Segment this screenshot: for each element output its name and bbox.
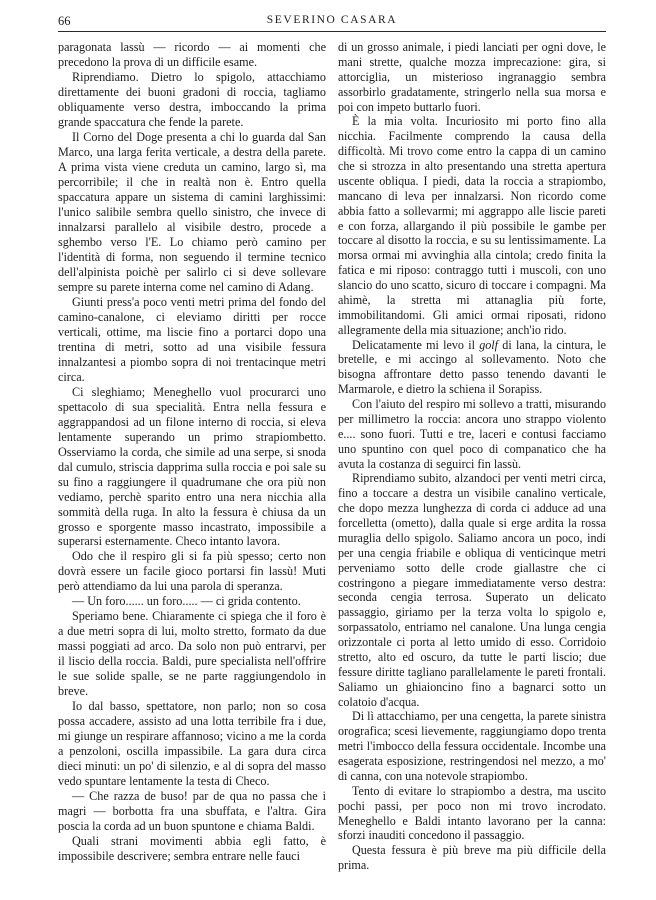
paragraph: Quali strani movimenti abbia egli fatto, è impossibile descrivere; sembra entrare nelle fauci [58, 834, 326, 864]
paragraph: Io dal basso, spettatore, non parlo; non so cosa possa accadere, assisto ad una lotta terribile fra i due, mi giunge un respirare affannoso; vicino a me la corda a penzoloni, oscilla impassibile. La gara dura circa dieci minuti: un po' di silenzio, e al di sopra del masso vedo spuntare lentamente la testa di Checo. [58, 699, 326, 789]
paragraph: — Che razza de buso! par de qua no passa che i magri — borbotta fra una sbuffata, e l'altra. Gira poscia la corda ad un buon spuntone e chiama Baldi. [58, 789, 326, 834]
paragraph: Il Corno del Doge presenta a chi lo guarda dal San Marco, una larga ferita verticale, a destra della parete. A prima vista viene creduta un camino, largo sì, ma percorribile; il che in realtà non è. Entro quella spaccatura appare un sistema di camini larghissimi: l'unico salibile sembra quello sinistro, che invece di innalzarsi parallelo al visibile destro, procede a sghembo verso l'E. Lo chiamo però camino per l'identità di forma, non seguendo il termine tecnico dell'alpinista poichè per salirlo ci si deve sollevare sempre su parete interna come nel camino di Adang. [58, 129, 326, 294]
paragraph: Con l'aiuto del respiro mi sollevo a tratti, misurando per millimetro la roccia: ancora uno strappo violento e.... sono fuori. Tutti e tre, laceri e contusi facciamo uno spuntino con quel poco di companatico che ha avuta la costanza di seguirci fin lassù. [338, 397, 606, 471]
paragraph: — Un foro...... un foro..... — ci grida contento. [72, 594, 301, 609]
paragraph: Questa fessura è più breve ma più difficile della prima. [338, 843, 606, 873]
paragraph: paragonata lassù — ricordo — ai momenti che precedono la prova di un difficile esame. [58, 40, 326, 69]
right-text-column [338, 40, 606, 873]
paragraph: Speriamo bene. Chiaramente ci spiega che il foro è a due metri sopra di lui, molto stretto, formato da due massi poggiati ad arco. Da solo non può entrarvi, per il liscio della roccia. Baldi, pure specialista nell'offrire le sue solide spalle, se ne parte raggiungendolo in breve. [58, 609, 326, 699]
paragraph: Odo che il respiro gli si fa più spesso; certo non dovrà essere un facile gioco portarsi fin lassù! Muti però attendiamo da lui una parola di speranza. [58, 549, 326, 594]
paragraph-text: Delicatamente mi levo il [352, 337, 480, 352]
paragraph: Riprendiamo subito, alzandoci per venti metri circa, fino a toccare a destra un visibile canalino verticale, che dopo mezza lunghezza di corda ci adduce ad una forcelletta (ometto), dalla quale si erge ardita la rossa muraglia dello spigolo. Saliamo ancora un poco, indi per una cengia friabile e obliqua di venticinque metri perveniamo sotto delle crode giallastre che ci costringono a piegare immediatamente verso destra: seconda cengia terrosa. Superato un delicato passaggio, giriamo per la terza volta lo spigolo e, sorpassatolo, entriamo nel canalone. Una lunga cengia orizzontale ci porta al letto umido di esso. Corridoio stretto, alto ed oscuro, da tutte le parti liscio; due fessure diritte tagliano parallelamente le pareti frontali. Saliamo un ghiaioncino fino a bagnarci sotto un colatoio d'acqua. [338, 471, 606, 709]
paragraph: Giunti press'a poco venti metri prima del fondo del camino-canalone, ci eleviamo diritti per rocce verticali, ottime, ma liscie fino a portarci dopo una trentina di metri, sotto ad una visibile fessura innalzantesi a piombo sopra di noi trentacinque metri circa. [58, 294, 326, 384]
paragraph: È la mia volta. Incuriosito mi porto fino alla nicchia. Facilmente comprendo la causa della difficoltà. Mi trovo come entro la cappa di un camino che si strozza in alto presentando una stretta apertura uscente obliqua. I piedi, data la roccia a strapiombo, mancano di leva per innalzarsi. Non ricordo come abbia fatto a sollevarmi; mi aggrappo alle liscie pareti e con forza, allargando il più possibile le gambe per toccare al disotto la roccia, e su su lentissimamente. La morsa ormai mi avvinghia alla cintola; credo finita la fatica e mi riposo: contraggo tutti i muscoli, con uno slancio do uno scatto, sicuro di toccare i compagni. Ma ahimè, la stretta mi attanaglia più forte, immobilitandomi. Gli amici ormai riposati, ridono allegramente della mia situazione; anch'io rido. [338, 114, 606, 337]
paragraph [338, 338, 606, 398]
paragraph: Tento di evitare lo strapiombo a destra, ma uscito pochi passi, per poco non mi trovo incrodato. Meneghello e Baldi intanto lavorano per la canna: sforzi inauditi concedono il passaggio. [338, 783, 606, 843]
paragraph: di un grosso animale, i piedi lanciati per ogni dove, le mani strette, qualche mozza imprecazione: gira, si attorciglia, un misterioso ingranaggio sembra assorbirlo gradatamente, stringerlo nella sua morsa e poi con impeto buttarlo fuori. [338, 40, 606, 114]
running-title: SEVERINO CASARA [266, 14, 398, 26]
left-text-column [58, 40, 326, 864]
paragraph: Ci sleghiamo; Meneghello vuol procurarci uno spettacolo di sua specialità. Entra nella fessura e aggrappandosi ad un filone interno di roccia, si eleva lentamente superando un primo strapiombetto. Osserviamo la corda, che simile ad una serpe, si snoda dal cumulo, striscia dapprima sulla roccia e poi sale su su fino a raggiungere il quadrumane che ora più non vediamo, perchè sparito entro una nera nicchia alla sommità della ruga. In alto la fessura è chiusa da un grosso e sporgente masso incastrato, impossibile a superarsi esternamente. Checo intanto lavora. [58, 384, 326, 549]
paragraph: Riprendiamo. Dietro lo spigolo, attacchiamo direttamente dei buoni gradoni di roccia, tagliamo obliquamente verso destra, imboccando la prima grande spaccatura che fende la parete. [58, 69, 326, 129]
italic-word: golf [479, 337, 499, 352]
header-rule [58, 31, 606, 32]
paragraph: Di lì attacchiamo, per una cengetta, la parete sinistra orografica; scesi lievemente, raggiungiamo dopo trenta metri l'imbocco della fessura occidentale. Incombe una esagerata esposizione, restringendosi nel mezzo, a mo' di canna, con una notevole strapiombo. [338, 709, 606, 783]
paragraph-text: di lana, la cintura, le bretelle, e mi accingo al sollevamento. Noto che bisogna affrontare detto passo tenendo davanti le Marmarole, e dietro la schiena il Sorapiss. [338, 337, 606, 397]
page-header [58, 10, 606, 32]
page-number: 66 [58, 14, 71, 28]
